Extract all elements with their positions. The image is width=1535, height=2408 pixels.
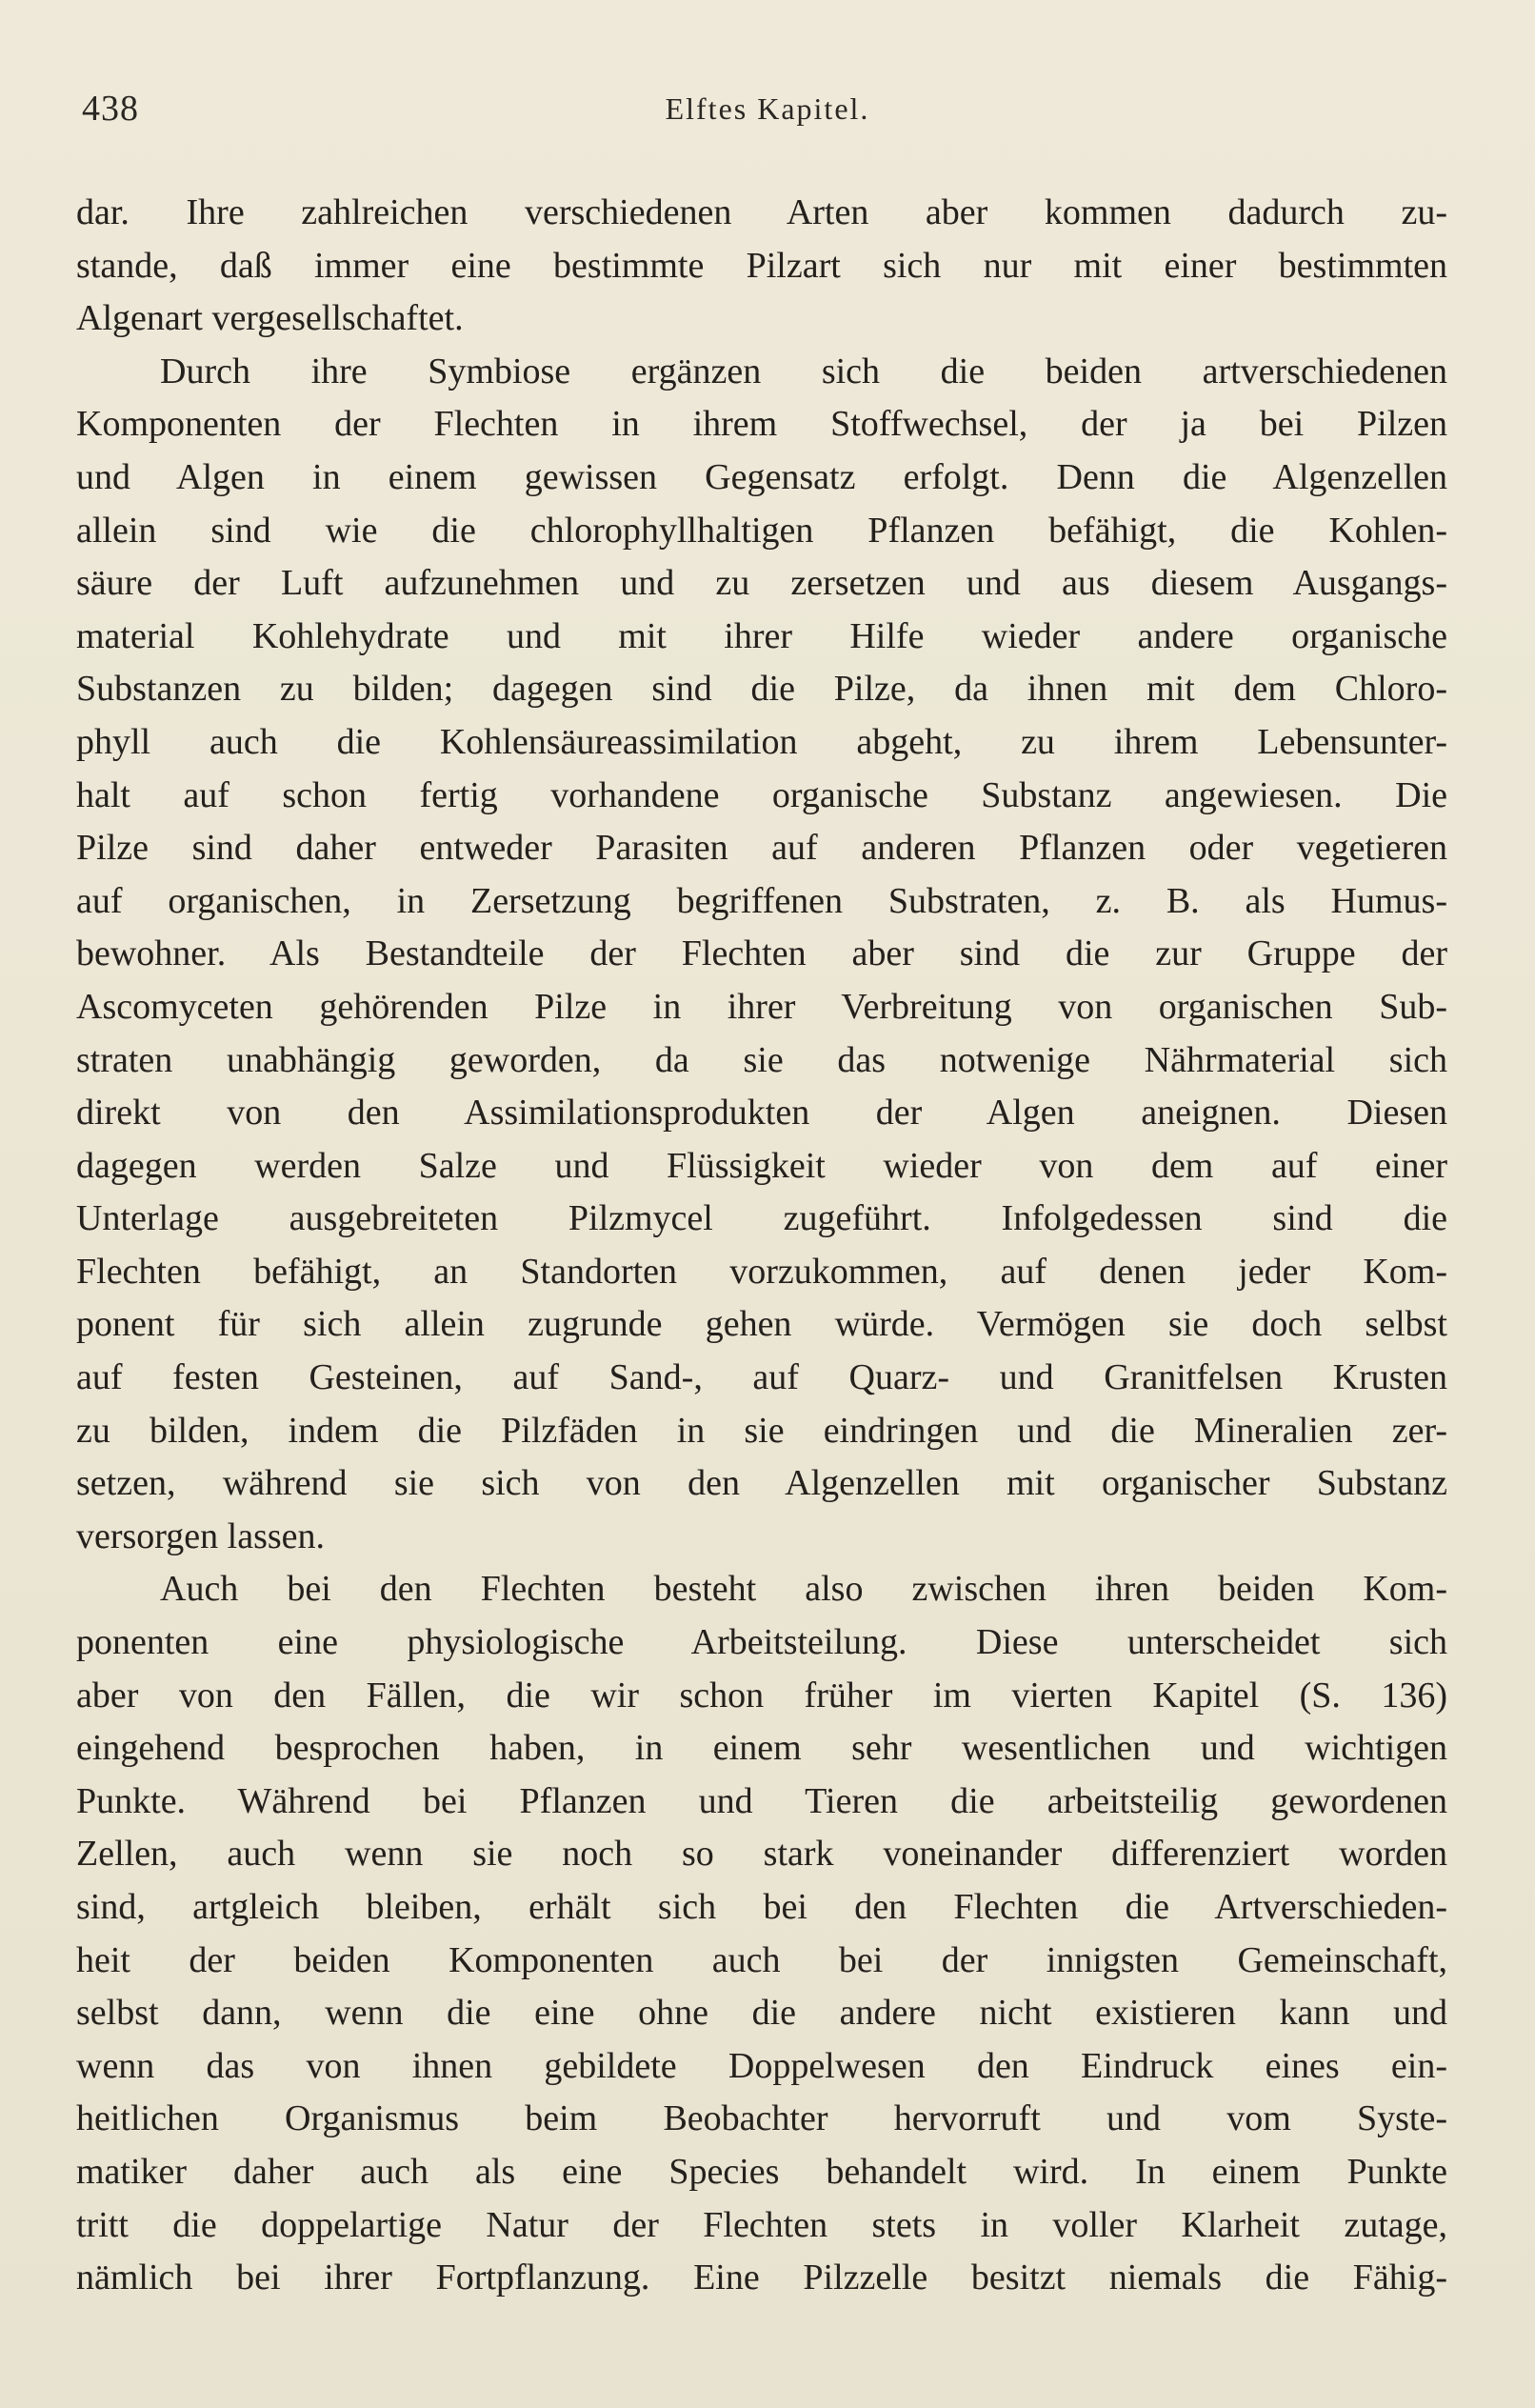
- text-line: dar. Ihre zahlreichen verschiedenen Arten aber kommen dadurch zu-: [76, 192, 1447, 232]
- paragraph-3: [76, 1563, 1447, 2304]
- text-line: setzen, während sie sich von den Algenzellen mit organischer Substanz: [76, 1463, 1447, 1504]
- text-line: matiker daher auch als eine Species behandelt wird. In einem Punkte: [76, 2151, 1447, 2192]
- text-line: Unterlage ausgebreiteten Pilzmycel zugeführt. Infolgedessen sind die: [76, 1198, 1447, 1239]
- text-line: säure der Luft aufzunehmen und zu zersetzen und aus diesem Ausgangs-: [76, 563, 1447, 604]
- text-line: und Algen in einem gewissen Gegensatz erfolgt. Denn die Algenzellen: [76, 456, 1447, 497]
- body-text: [76, 187, 1447, 2305]
- text-line: versorgen lassen.: [76, 1515, 326, 1556]
- text-line: sind, artgleich bleiben, erhält sich bei den Flechten die Artverschieden-: [76, 1887, 1447, 1927]
- text-line: aber von den Fällen, die wir schon früher im vierten Kapitel (S. 136): [76, 1675, 1447, 1716]
- text-line: nämlich bei ihrer Fortpflanzung. Eine Pilzzelle besitzt niemals die Fähig-: [76, 2258, 1447, 2298]
- text-line: eingehend besprochen haben, in einem sehr wesentlichen und wichtigen: [76, 1728, 1447, 1769]
- text-line: Algenart vergesellschaftet.: [76, 298, 464, 339]
- text-line: selbst dann, wenn die eine ohne die andere nicht existieren kann und: [76, 1993, 1447, 2034]
- text-line: Pilze sind daher entweder Parasiten auf anderen Pflanzen oder vegetieren: [76, 828, 1447, 869]
- text-line: Durch ihre Symbiose ergänzen sich die beiden artverschiedenen: [160, 351, 1447, 391]
- running-head: Elftes Kapitel.: [665, 91, 870, 126]
- text-line: halt auf schon fertig vorhandene organische Substanz angewiesen. Die: [76, 774, 1447, 815]
- text-line: bewohner. Als Bestandteile der Flechten aber sind die zur Gruppe der: [76, 933, 1447, 974]
- text-line: Ascomyceten gehörenden Pilze in ihrer Verbreitung von organischen Sub-: [76, 986, 1447, 1027]
- text-line: ponenten eine physiologische Arbeitsteilung. Diese unterscheidet sich: [76, 1622, 1447, 1663]
- page-number: 438: [82, 89, 139, 129]
- text-line: straten unabhängig geworden, da sie das notwenige Nährmaterial sich: [76, 1039, 1447, 1080]
- text-line: allein sind wie die chlorophyllhaltigen Pflanzen befähigt, die Kohlen-: [76, 510, 1447, 551]
- text-line: Auch bei den Flechten besteht also zwischen ihren beiden Kom-: [160, 1569, 1447, 1610]
- text-line: Punkte. Während bei Pflanzen und Tieren die arbeitsteilig gewordenen: [76, 1780, 1447, 1821]
- text-line: wenn das von ihnen gebildete Doppelwesen den Eindruck eines ein-: [76, 2045, 1447, 2086]
- text-line: material Kohlehydrate und mit ihrer Hilfe wieder andere organische: [76, 615, 1447, 656]
- paragraph-2: [76, 346, 1447, 1564]
- text-line: heitlichen Organismus beim Beobachter hervorruft und vom Syste-: [76, 2098, 1447, 2139]
- text-line: zu bilden, indem die Pilzfäden in sie eindringen und die Mineralien zer-: [76, 1410, 1447, 1451]
- text-line: heit der beiden Komponenten auch bei der innigsten Gemeinschaft,: [76, 1939, 1447, 1980]
- paragraph-1: [76, 187, 1447, 346]
- text-line: stande, daß immer eine bestimmte Pilzart sich nur mit einer bestimmten: [76, 245, 1447, 286]
- text-line: Flechten befähigt, an Standorten vorzukommen, auf denen jeder Kom-: [76, 1251, 1447, 1292]
- text-line: auf organischen, in Zersetzung begriffenen Substraten, z. B. als Humus-: [76, 880, 1447, 921]
- text-line: tritt die doppelartige Natur der Flechten stets in voller Klarheit zutage,: [76, 2204, 1447, 2245]
- text-line: Zellen, auch wenn sie noch so stark voneinander differenziert worden: [76, 1834, 1447, 1875]
- page-header: [0, 88, 1535, 139]
- text-line: phyll auch die Kohlensäureassimilation abgeht, zu ihrem Lebensunter-: [76, 721, 1447, 762]
- text-line: ponent für sich allein zugrunde gehen würde. Vermögen sie doch selbst: [76, 1304, 1447, 1345]
- text-line: Substanzen zu bilden; dagegen sind die Pilze, da ihnen mit dem Chloro-: [76, 669, 1447, 710]
- text-line: Komponenten der Flechten in ihrem Stoffwechsel, der ja bei Pilzen: [76, 404, 1447, 445]
- text-line: dagegen werden Salze und Flüssigkeit wieder von dem auf einer: [76, 1145, 1447, 1186]
- text-line: auf festen Gesteinen, auf Sand-, auf Quarz- und Granitfelsen Krusten: [76, 1357, 1447, 1398]
- text-line: direkt von den Assimilationsprodukten der Algen aneignen. Diesen: [76, 1093, 1447, 1134]
